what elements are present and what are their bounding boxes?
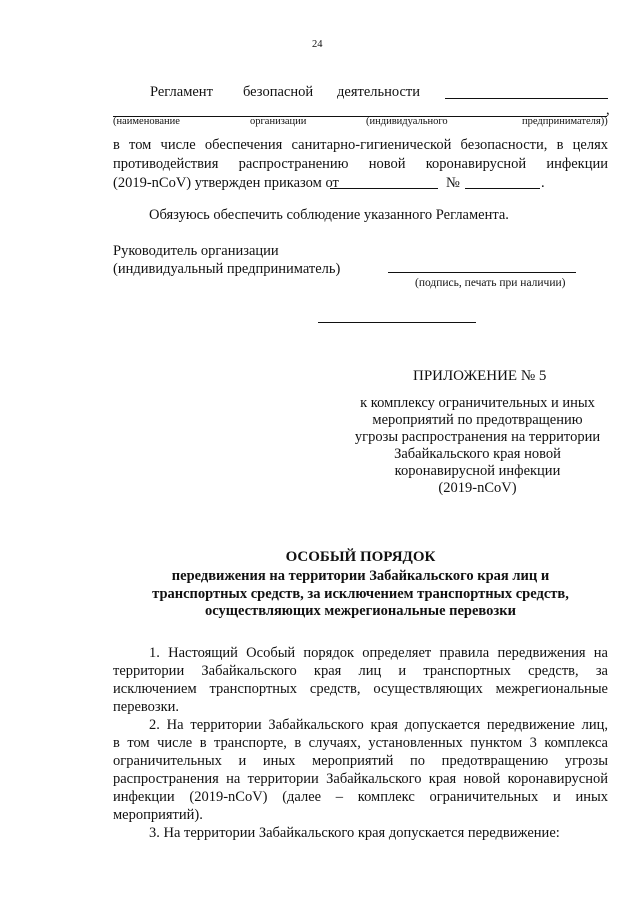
page-number: 24 bbox=[312, 39, 323, 50]
p1-line-4: перевозки. bbox=[113, 699, 180, 715]
p1-line-3: исключением транспортных средств, осуществляющих межрегиональные bbox=[113, 681, 608, 697]
date-blank bbox=[330, 188, 438, 189]
reglament-line-1: в том числе обеспечения санитарно-гигиенической безопасности, в целях bbox=[113, 137, 608, 153]
pledge: Обязуюсь обеспечить соблюдение указанного Регламента. bbox=[149, 207, 509, 223]
p1-line-1: 1. Настоящий Особый порядок определяет правила передвижения на bbox=[149, 645, 608, 661]
blank-line bbox=[445, 98, 608, 99]
p2-line-3: ограничительных и иных мероприятий по предотвращению угрозы bbox=[113, 753, 608, 769]
reglament-line-3: (2019-nCoV) утвержден приказом от bbox=[113, 175, 339, 191]
reglament-word-3: деятельности bbox=[337, 84, 421, 100]
number-blank bbox=[465, 188, 540, 189]
reglament-word-1: Регламент bbox=[150, 84, 213, 100]
signature-caption: (подпись, печать при наличии) bbox=[415, 277, 566, 289]
appendix-line-1: к комплексу ограничительных и иных bbox=[360, 395, 595, 411]
p2-line-6: мероприятий). bbox=[113, 807, 203, 823]
appendix-line-4: Забайкальского края новой bbox=[394, 446, 561, 462]
heading-line-3: осуществляющих межрегиональные перевозки bbox=[205, 603, 516, 619]
appendix-line-6: (2019-nCoV) bbox=[438, 480, 517, 496]
caption-org: организации bbox=[250, 116, 307, 127]
appendix-line-5: коронавирусной инфекции bbox=[394, 463, 561, 479]
appendix-line-2: мероприятий по предотвращению bbox=[372, 412, 583, 428]
appendix-title: ПРИЛОЖЕНИЕ № 5 bbox=[413, 368, 547, 384]
p2-line-2: в том числе в транспорте, в случаях, установленных пунктом 3 комплекса bbox=[113, 735, 608, 751]
caption-entrepreneur: предпринимателя)) bbox=[522, 116, 608, 127]
p3-line-1: 3. На территории Забайкальского края допускается передвижение: bbox=[149, 825, 560, 841]
head-line-2: (индивидуальный предприниматель) bbox=[113, 261, 341, 277]
caption-name: (наименование bbox=[113, 116, 180, 127]
heading-line-1: передвижения на территории Забайкальского края лиц и bbox=[171, 568, 550, 584]
heading-title: ОСОБЫЙ ПОРЯДОК bbox=[285, 549, 436, 565]
reglament-line-2: противодействия распространению новой коронавирусной инфекции bbox=[113, 156, 608, 172]
p2-line-4: распространения на территории Забайкальского края новой коронавирусной bbox=[113, 771, 608, 787]
number-sign: № bbox=[446, 175, 460, 191]
period: . bbox=[541, 175, 545, 191]
p1-line-2: территории Забайкальского края лиц и транспортных средств, за bbox=[113, 663, 608, 679]
trailing-comma: , bbox=[606, 102, 610, 118]
p2-line-5: инфекции (2019-nCoV) (далее – комплекс ограничительных и иных bbox=[113, 789, 608, 805]
caption-individual: (индивидуального bbox=[366, 116, 448, 127]
signature-line bbox=[388, 272, 576, 273]
heading-line-2: транспортных средств, за исключением транспортных средств, bbox=[152, 586, 569, 602]
p2-line-1: 2. На территории Забайкальского края допускается передвижение лиц, bbox=[149, 717, 608, 733]
reglament-word-2: безопасной bbox=[243, 84, 314, 100]
appendix-line-3: угрозы распространения на территории bbox=[354, 429, 601, 445]
separator-line bbox=[318, 322, 476, 323]
head-line-1: Руководитель организации bbox=[113, 243, 279, 259]
